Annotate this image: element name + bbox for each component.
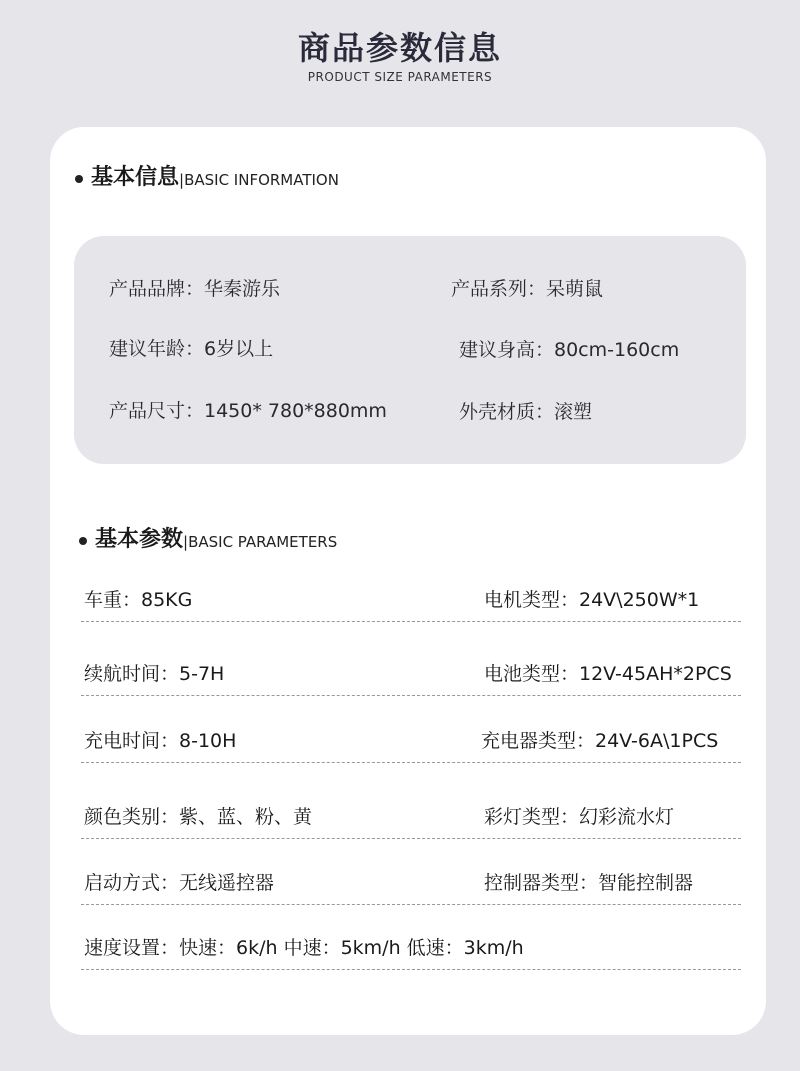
- basic-info-subtitle: |BASIC INFORMATION: [179, 171, 339, 189]
- param-row: [81, 866, 741, 905]
- parameters-card: [50, 127, 766, 1035]
- info-size: 产品尺寸：1450* 780*880mm: [109, 400, 387, 422]
- param-row: [81, 657, 741, 696]
- basic-info-title: 基本信息: [91, 165, 180, 190]
- basic-info-box: [74, 236, 746, 464]
- param-speed: 速度设置：快速：6k/h 中速：5km/h 低速：3km/h: [84, 937, 524, 959]
- param-row: [81, 583, 741, 622]
- param-charger: 充电器类型：24V-6A\1PCS: [481, 730, 719, 752]
- info-age: 建议年龄：6岁以上: [109, 338, 274, 360]
- param-battery: 电池类型：12V-45AH*2PCS: [484, 663, 732, 685]
- param-lights: 彩灯类型：幻彩流水灯: [484, 806, 675, 828]
- info-series: 产品系列：呆萌鼠: [451, 278, 604, 300]
- param-row: [81, 800, 741, 839]
- page-header: [0, 28, 800, 84]
- param-endurance: 续航时间：5-7H: [84, 663, 225, 685]
- param-charge-time: 充电时间：8-10H: [84, 730, 237, 752]
- info-height: 建议身高：80cm-160cm: [459, 339, 680, 361]
- info-material: 外壳材质：滚塑: [459, 401, 593, 423]
- bullet-dot-icon: [79, 537, 87, 545]
- page-subtitle: PRODUCT SIZE PARAMETERS: [307, 70, 493, 84]
- basic-info-heading: [75, 164, 339, 192]
- param-controller: 控制器类型：智能控制器: [484, 872, 694, 894]
- param-weight: 车重：85KG: [84, 589, 193, 611]
- param-motor: 电机类型：24V\250W*1: [484, 589, 700, 611]
- param-row: [81, 931, 741, 970]
- param-row: [81, 724, 741, 763]
- basic-params-title: 基本参数: [95, 527, 184, 552]
- page-title: 商品参数信息: [297, 29, 502, 67]
- bullet-dot-icon: [75, 175, 83, 183]
- param-colors: 颜色类别：紫、蓝、粉、黄: [84, 806, 313, 828]
- basic-params-subtitle: |BASIC PARAMETERS: [183, 533, 338, 551]
- info-brand: 产品品牌：华秦游乐: [109, 278, 281, 300]
- basic-params-heading: [79, 526, 337, 554]
- param-start-mode: 启动方式：无线遥控器: [84, 872, 275, 894]
